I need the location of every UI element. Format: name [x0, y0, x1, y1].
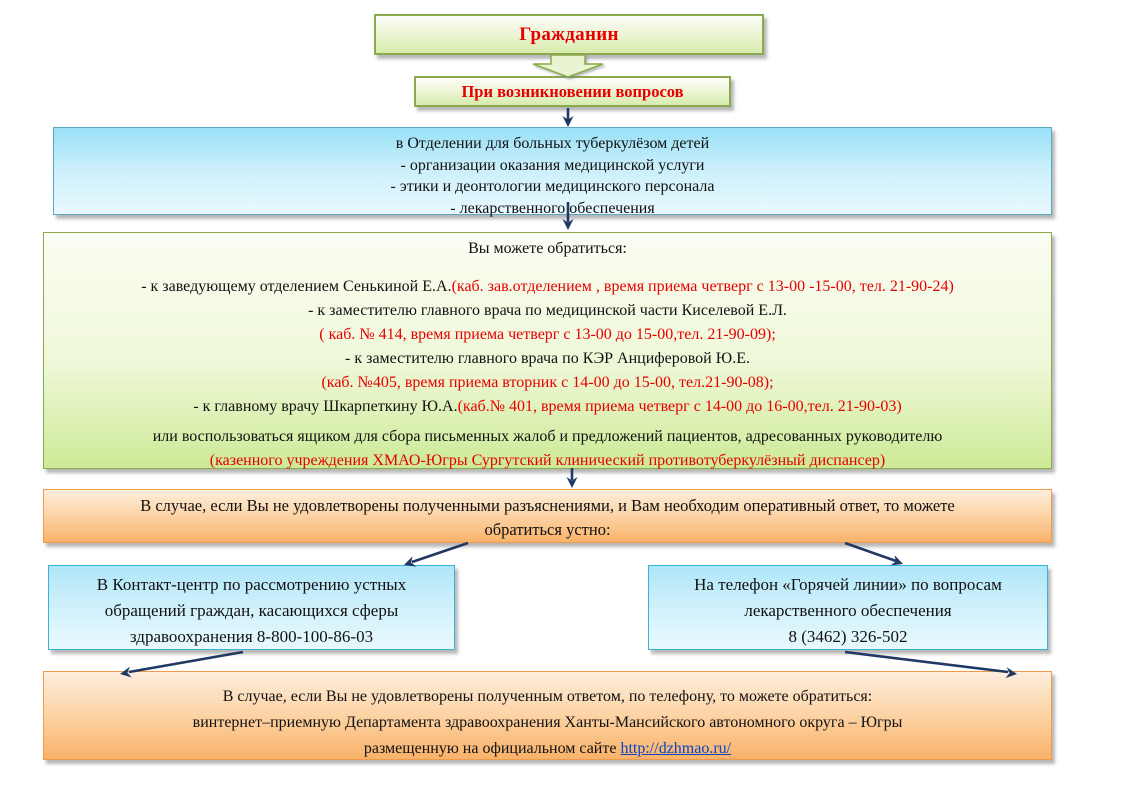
block-arrow-down-icon — [533, 55, 603, 77]
topics-line: в Отделении для больных туберкулёзом детей — [395, 135, 710, 152]
contact-item-chief — [44, 395, 1051, 419]
hotline-phone: 8 (3462) 326-502 — [788, 627, 908, 646]
contact-item-info: (каб. зав.отделением , время приема четверг с 13-00 -15-00, тел. 21-90-24) — [451, 278, 954, 295]
contact-center-line: В Контакт-центр по рассмотрению устных — [96, 575, 407, 594]
internet-line: винтернет–приемную Департамента здравоохранения Ханты-Мансийского автономного округа – Югры — [192, 714, 903, 731]
internet-link-prefix: размещенную на официальном сайте — [363, 740, 621, 757]
contact-item-deputy-ker — [44, 347, 1051, 371]
questions-box — [414, 76, 731, 107]
oral-appeal-line: обратиться устно: — [484, 520, 611, 539]
hotline-line: На телефон «Горячей линии» по вопросам — [694, 575, 1002, 594]
contact-mailbox-org: (казенного учреждения ХМАО-Югры Сургутский клинический противотуберкулёзный диспансер) — [209, 452, 886, 469]
arrow-questions-to-topics-icon — [563, 108, 574, 127]
contact-item-info: (каб.№ 401, время приема четверг с 14-00 до 16-00,тел. 21-90-03) — [457, 398, 902, 415]
dzhmao-site-link[interactable]: http://dzhmao.ru/ — [620, 740, 732, 757]
topics-box — [53, 127, 1052, 215]
contact-item-text: - к заместителю главного врача по медицинской части Киселевой Е.Л. — [308, 302, 787, 319]
contact-item-deputy-med — [44, 299, 1051, 323]
hotline-box — [648, 565, 1048, 650]
internet-line: В случае, если Вы не удовлетворены полученным ответом, по телефону, то можете обратиться: — [222, 688, 873, 705]
topics-line: - этики и деонтологии медицинского персонала — [390, 178, 715, 195]
internet-reception-box — [43, 671, 1052, 760]
contact-item-head-dept — [44, 275, 1051, 299]
contact-item-deputy-med-info: ( каб. № 414, время приема четверг с 13-00 до 15-00,тел. 21-90-09); — [319, 326, 776, 343]
contact-center-phone: здравоохранения 8-800-100-86-03 — [129, 627, 374, 646]
contact-center-line: обращений граждан, касающихся сферы — [104, 601, 399, 620]
topics-line: - организации оказания медицинской услуги — [400, 156, 705, 174]
oral-appeal-box — [43, 489, 1052, 543]
hotline-line: лекарственного обеспечения — [744, 601, 952, 620]
citizen-label: Гражданин — [519, 24, 619, 45]
internet-line-with-link — [44, 736, 1051, 762]
contact-center-box — [48, 565, 455, 650]
citizen-box — [374, 14, 764, 55]
topics-line: - лекарственного обеспечения — [450, 199, 655, 217]
contact-item-text: - к заведующему отделением Сенькиной Е.А. — [141, 278, 452, 295]
questions-label: При возникновении вопросов — [461, 82, 684, 101]
contact-mailbox-note: или воспользоваться ящиком для сбора письменных жалоб и предложений пациентов, адресованных руководителю — [152, 428, 943, 445]
contact-item-deputy-ker-info: (каб. №405, время приема вторник с 14-00 до 15-00, тел.21-90-08); — [321, 374, 774, 391]
oral-appeal-line: В случае, если Вы не удовлетворены полученными разъяснениями, и Вам необходим оперативный ответ, то можете — [140, 496, 955, 515]
contact-item-text: - к главному врачу Шкарпеткину Ю.А. — [193, 398, 458, 415]
contact-item-text: - к заместителю главного врача по КЭР Анциферовой Ю.Е. — [345, 350, 750, 367]
contact-options-box — [43, 232, 1052, 469]
contact-title: Вы можете обратиться: — [468, 240, 627, 257]
